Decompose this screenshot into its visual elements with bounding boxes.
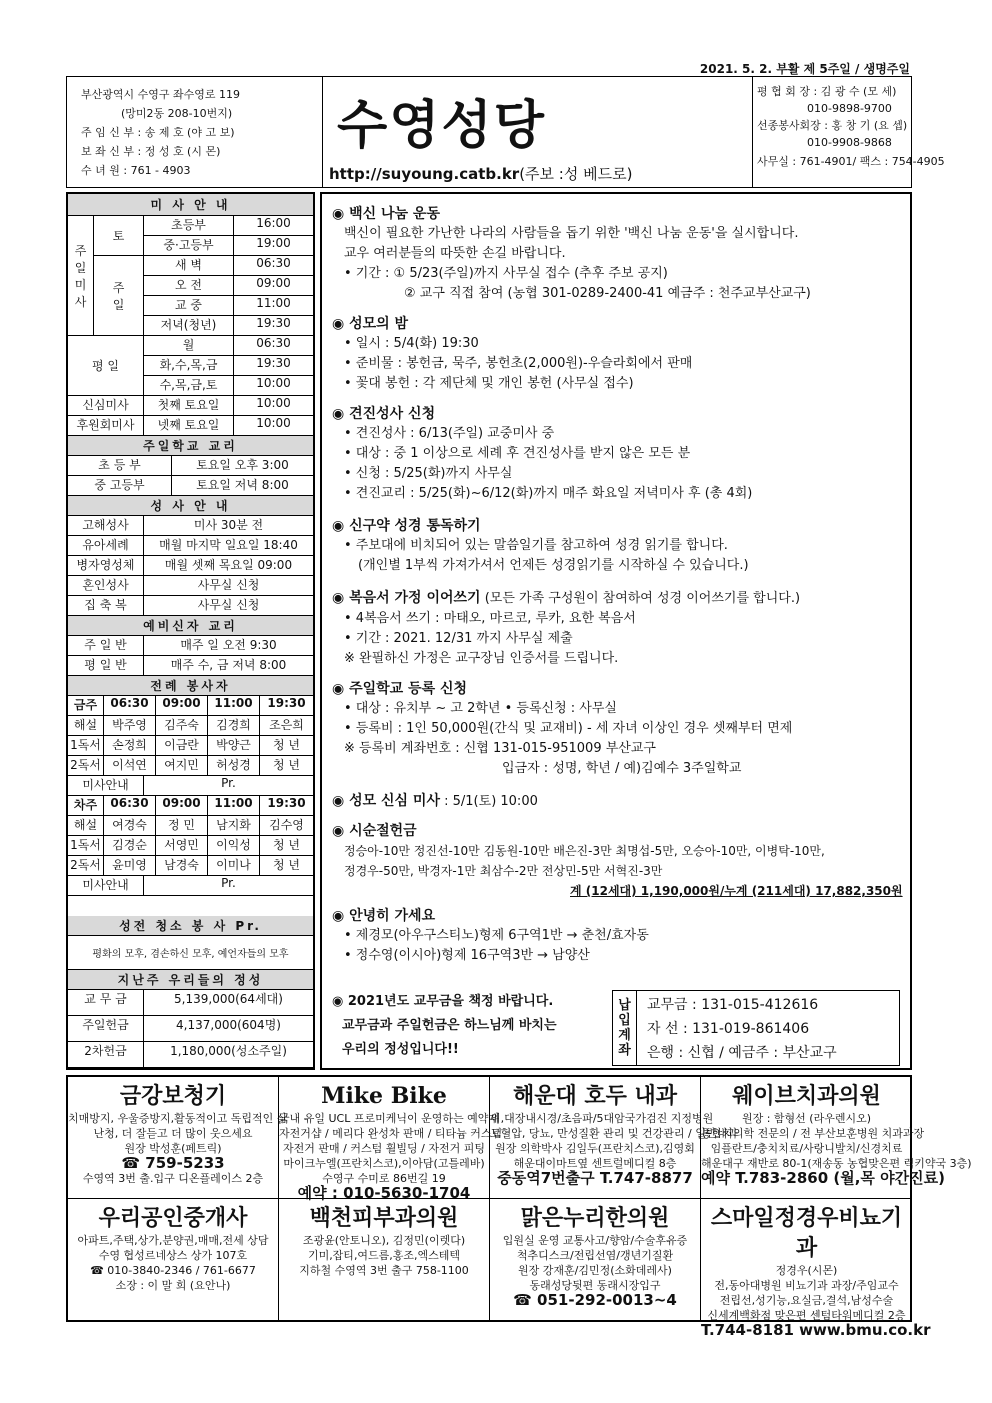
schedule-table — [66, 192, 315, 1070]
notice-tithe — [332, 990, 602, 1062]
ad-card — [701, 1077, 972, 1199]
notice-title: ◉ 성모 신심 미사 — [332, 793, 440, 809]
ad-footer: 지하철 수영역 3번 출구 758-1100 — [299, 1264, 469, 1277]
notice-line: (개인별 1부씩 가져가셔서 언제든 성경읽기를 시작하실 수 있습니다.) — [358, 558, 749, 573]
notice-title: ◉ 주일학교 등록 신청 — [332, 681, 468, 697]
special-mass-row — [68, 416, 313, 436]
offering-row — [68, 990, 313, 1016]
mass-row-cell: 10:00 — [256, 376, 291, 390]
servers-row-cell: 이익성 — [208, 836, 260, 855]
ad-name: 웨이브치과의원 — [732, 1083, 881, 1109]
notice-note: (모든 가족 구성원이 참여하여 성경 이어쓰기를 합니다.) — [484, 591, 801, 606]
account-charity: 자 선 : 131-019-861406 — [647, 1021, 810, 1037]
notice-line: 우리의 정성입니다!! — [342, 1042, 459, 1057]
council-president-tel: 010-9898-9700 — [807, 102, 892, 115]
ad-card — [701, 1199, 931, 1339]
ad-card — [490, 1077, 738, 1199]
servers-row — [68, 716, 313, 736]
notice-confirmation — [332, 404, 907, 504]
servers-header-row-cell: 11:00 — [208, 696, 260, 715]
notice-mary-night — [332, 314, 907, 394]
special-mass-row — [68, 396, 313, 416]
ad-card — [279, 1077, 503, 1202]
notice-line: • 제경모(아우구스티노)형제 6구역1반 → 춘천/효자동 — [344, 928, 649, 943]
payment-account — [612, 990, 900, 1066]
assistant-pastor: 보 좌 신 부 : 정 성 호 (시 몬) — [81, 145, 221, 158]
ad-line: 해운대구 재반로 80-1(재송동 농협맞은편 럭키약국 3층) — [701, 1157, 972, 1170]
servers-row-cell: 허성경 — [208, 756, 260, 775]
ad-line: 원장 강재훈/김민정(소화데레사) — [518, 1264, 672, 1277]
ad-line: 기미,잡티,여드름,홍조,엑스테텍 — [307, 1249, 461, 1262]
ad-line: 척추디스크/전립선염/갱년기질환 — [516, 1249, 674, 1262]
service-president: 선종봉사회장 : 홍 창 기 (요 셉) — [757, 119, 908, 132]
sacrament-row-cell: 혼인성사 — [68, 576, 144, 595]
notice-line: • 대상 : 중 1 이상으로 세례 후 견진성사를 받지 않은 모든 분 — [344, 446, 691, 461]
ad-footer: 소장 : 이 말 희 (요안나) — [115, 1279, 231, 1292]
council-president: 평 협 회 장 : 김 광 수 (모 세) — [757, 85, 897, 98]
ad-card — [68, 1199, 279, 1321]
ad-line: 수영 협성르네상스 상가 107호 — [98, 1249, 248, 1262]
sacrament-title: 성 사 안 내 — [68, 496, 313, 516]
ad-line: 아파트,주택,상가,분양권,매매,전세 상담 — [77, 1234, 269, 1247]
school-row — [68, 456, 313, 476]
servers-row — [68, 816, 313, 836]
servers-row-cell: 김경희 — [208, 716, 260, 735]
servers-row-cell: 정 민 — [156, 816, 208, 835]
account-tithe: 교무금 : 131-015-412616 — [647, 997, 819, 1013]
servers-header-row-cell: 11:00 — [208, 796, 260, 815]
ad-line: 해운대이마트옆 센트럴메디컬 8층 — [513, 1157, 677, 1170]
notice-line: ※ 완필하신 가정은 교구장님 인증서를 드립니다. — [344, 651, 619, 666]
catechumen-row-cell: 매주 수, 금 저녁 8:00 — [170, 658, 287, 672]
offering-row — [68, 1016, 313, 1042]
ad-name: 맑은누리한의원 — [520, 1205, 670, 1231]
notice-vaccine — [332, 204, 907, 304]
notice-line: • 견진교리 : 5/25(화)~6/12(화)까지 매주 화요일 저녁미사 후 (총 4회) — [344, 486, 753, 501]
servers-row-cell: 손정희 — [104, 736, 156, 755]
ad-phone: 예약 T.783-2860 (월,목 야간진료) — [701, 1169, 945, 1187]
ad-line: 자전거 판매 / 커스텀 휠빌딩 / 자전거 피팅 — [283, 1142, 485, 1155]
notice-line: • 4복음서 쓰기 : 마태오, 마르코, 루카, 요한 복음서 — [344, 611, 636, 626]
convent: 수 녀 원 : 761 - 4903 — [81, 164, 191, 177]
ad-line: 신세계백화점 맞은편 센텀타워메디컬 2층 — [707, 1309, 906, 1322]
notice-line: • 준비물 : 봉헌금, 묵주, 봉헌초(2,000원)-우슬라회에서 판매 — [344, 356, 693, 371]
ad-card — [68, 1077, 288, 1199]
mass-row-cell: 저녁(청년) — [144, 316, 234, 335]
notice-line: 교무금과 주일헌금은 하느님께 바치는 — [342, 1018, 557, 1033]
sacrament-row — [68, 556, 313, 576]
ad-name: 우리공인중개사 — [98, 1205, 248, 1231]
school-row — [68, 476, 313, 496]
servers-row-cell: 1독서 — [68, 836, 104, 855]
notice-line: 정경우-50만, 박경자-1만 최삼수-2만 전상민-5만 서혁진-3만 — [344, 864, 663, 878]
mass-row-cell: 11:00 — [256, 296, 291, 310]
servers-header-row-cell: 09:00 — [156, 696, 208, 715]
servers-header-row — [68, 796, 313, 816]
notices — [320, 192, 912, 1070]
ad-name: 금강보청기 — [119, 1083, 227, 1109]
usher-row-cell: Pr. — [221, 876, 236, 890]
servers-row-cell: 여지민 — [156, 756, 208, 775]
ad-line: 자전거샵 / 메리다 완성차 판매 / 티타늄 커스텀 — [279, 1127, 503, 1140]
mass-row-cell: 화,수,목,금 — [144, 356, 234, 375]
advertisements — [66, 1075, 972, 1339]
parish-logo: 수영성당 — [337, 95, 546, 156]
servers-row-cell: 서영민 — [156, 836, 208, 855]
offering-row-cell: 1,180,000(성소주일) — [170, 1044, 287, 1058]
notice-title: ◉ 안녕히 가세요 — [332, 908, 436, 924]
sacrament-row-cell: 유아세례 — [68, 536, 144, 555]
ad-line: 전립선,성기능,요실금,결석,남성수술 — [719, 1294, 894, 1307]
mass-row-cell: 중·고등부 — [144, 236, 234, 255]
ad-name: 스마일정경우비뇨기과 — [710, 1205, 903, 1261]
lent-total: 계 (12세대) 1,190,000원/누계 (211세대) 17,882,350원 — [570, 884, 903, 898]
servers-header-row-cell: 19:30 — [267, 796, 306, 810]
notice-line: ◉ 2021년도 교무금을 책정 바랍니다. — [332, 994, 554, 1009]
notice-title: ◉ 견진성사 신청 — [332, 406, 436, 422]
notice-bible — [332, 516, 907, 576]
mass-row-cell: 새 벽 — [144, 256, 234, 275]
sacrament-row — [68, 516, 313, 536]
offering-row-cell: 2차헌금 — [68, 1042, 144, 1067]
mass-row-cell: 19:30 — [256, 356, 291, 370]
catechumen-row-cell: 주 일 반 — [68, 636, 144, 655]
notice-school — [332, 679, 907, 779]
mass-row-cell: 16:00 — [256, 216, 291, 230]
masthead — [66, 76, 945, 188]
notice-mary-mass — [332, 791, 907, 812]
servers-header-row-cell: 19:30 — [267, 696, 306, 710]
notice-line: ※ 등록비 계좌번호 : 신협 131-015-951009 부산교구 — [344, 741, 656, 756]
address-sub: (망미2동 208-10번지) — [121, 107, 233, 120]
usher-row — [68, 776, 313, 796]
servers-row-cell: 박양근 — [208, 736, 260, 755]
mass-row-cell: 19:00 — [256, 236, 291, 250]
ad-phone: ☎ 759-5233 — [121, 1154, 225, 1172]
notice-lent — [332, 821, 907, 901]
sun-label: 주 일 — [94, 256, 144, 336]
mass-row-cell: 수,목,금,토 — [144, 376, 234, 395]
notice-line: • 신청 : 5/25(화)까지 사무실 — [344, 466, 513, 481]
offering-row-cell: 5,139,000(64세대) — [174, 992, 283, 1006]
usher-row-cell: Pr. — [221, 776, 236, 790]
notice-line: • 기간 : 2021. 12/31 까지 사무실 제출 — [344, 631, 573, 646]
ad-phone: 중동역7번출구 T.747-8877 — [497, 1169, 693, 1187]
sacrament-row-cell: 사무실 신청 — [197, 598, 260, 612]
cleaning-title: 성전 청소 봉 사 Pr. — [68, 916, 313, 936]
servers-row — [68, 856, 313, 876]
servers-header-row-cell: 차주 — [68, 796, 104, 815]
logo-block — [323, 77, 753, 187]
school-row-cell: 토요일 저녁 8:00 — [196, 478, 289, 492]
notice-title: ◉ 복음서 가정 이어쓰기 — [332, 590, 481, 606]
service-president-tel: 010-9908-9868 — [807, 136, 892, 149]
servers-header-row-cell: 09:00 — [156, 796, 208, 815]
servers-title: 전례 봉사자 — [68, 676, 313, 696]
ad-line: 고혈압, 당뇨, 만성질환 관리 및 건강관리 / 일반내과 — [490, 1127, 738, 1140]
school-title: 주일학교 교리 — [68, 436, 313, 456]
notice-line: 백신이 필요한 가난한 나라의 사람들을 돕기 위한 '백신 나눔 운동'을 실시합니다. — [344, 226, 799, 241]
sunday-mass-label: 주 일 미 사 — [68, 216, 94, 336]
special-mass-row-cell: 첫째 토요일 — [144, 396, 234, 415]
servers-row-cell: 해설 — [68, 816, 104, 835]
ad-line: 입원실 운영 교통사고/향암/수술후유증 — [502, 1234, 688, 1247]
notice-line: 입금자 : 성명, 학년 / 예)김예수 3주일학교 — [502, 761, 742, 776]
servers-row-cell: 청 년 — [273, 738, 300, 752]
account-bank: 은행 : 신협 / 예금주 : 부산교구 — [647, 1045, 837, 1061]
address: 부산광역시 수영구 좌수영로 119 — [81, 88, 240, 101]
notice-title: ◉ 성모의 밤 — [332, 316, 409, 332]
mass-row — [144, 356, 313, 376]
sacrament-row-cell: 고해성사 — [68, 516, 144, 535]
servers-row-cell: 조은희 — [269, 718, 304, 732]
ad-line: 원장 의학박사 김일두(프란치스코),김영회 — [495, 1142, 695, 1155]
notice-farewell — [332, 906, 907, 966]
mass-row-cell: 06:30 — [256, 336, 291, 350]
notice-note: : 5/1(토) 10:00 — [444, 794, 538, 809]
notice-gospel — [332, 588, 907, 669]
mass-row-cell: 월 — [144, 336, 234, 355]
office-phone: 사무실 : 761-4901/ 팩스 : 754-4905 — [757, 155, 945, 168]
mass-row — [144, 216, 313, 236]
notice-line: • 등록비 : 1인 50,000원(간식 및 교재비) - 세 자녀 이상인 경우 셋째부터 면제 — [344, 721, 793, 736]
ad-line: 원장 박성훈(페트릭) — [124, 1142, 222, 1155]
offering-row-cell: 교 무 금 — [68, 990, 144, 1015]
mass-row — [144, 236, 313, 256]
servers-row-cell: 여경숙 — [104, 816, 156, 835]
usher-row — [68, 876, 313, 896]
offering-title: 지난주 우리들의 정성 — [68, 970, 313, 990]
issue-date: 2021. 5. 2. 부활 제 5주일 / 생명주일 — [699, 62, 910, 76]
sacrament-row — [68, 596, 313, 616]
special-mass-row-cell: 10:00 — [256, 416, 291, 430]
servers-row — [68, 756, 313, 776]
servers-row — [68, 736, 313, 756]
servers-row-cell: 2독서 — [68, 756, 104, 775]
parish-info — [67, 77, 323, 187]
school-row-cell: 초 등 부 — [68, 456, 172, 475]
mass-row-cell: 06:30 — [256, 256, 291, 270]
servers-row-cell: 해설 — [68, 716, 104, 735]
mass-row — [144, 296, 313, 316]
servers-row-cell: 김경순 — [104, 836, 156, 855]
servers-header-row-cell: 06:30 — [104, 696, 156, 715]
offering-row — [68, 1042, 313, 1068]
notice-line: • 대상 : 유치부 ~ 고 2학년 • 등록신청 : 사무실 — [344, 701, 617, 716]
ad-footer: 수영역 3번 출.입구 디온플레이스 2층 — [82, 1172, 264, 1185]
notice-line: • 기간 : ① 5/23(주일)까지 사무실 접수 (추후 주보 공지) — [344, 266, 668, 281]
ad-name: Mike Bike — [321, 1083, 447, 1109]
payment-label: 납입계좌 — [613, 991, 637, 1065]
pastor: 주 임 신 부 : 송 제 호 (야 고 보) — [81, 126, 235, 139]
ad-line: ☎ 010-3840-2346 / 761-6677 — [90, 1264, 256, 1277]
sacrament-row — [68, 576, 313, 596]
catechumen-row — [68, 656, 313, 676]
notice-line: • 꽃대 봉헌 : 각 제단체 및 개인 봉헌 (사무실 접수) — [344, 376, 634, 391]
ad-line: 전,동아대병원 비뇨기과 과장/주임교수 — [714, 1279, 899, 1292]
notice-line: ② 교구 직접 참여 (농협 301-0289-2400-41 예금주 : 천주교부산교구) — [404, 286, 811, 301]
special-mass-row-cell: 신심미사 — [68, 396, 144, 415]
servers-row-cell: 청 년 — [273, 758, 300, 772]
ad-name: 해운대 호두 내과 — [512, 1083, 678, 1109]
sacrament-row-cell: 집 축 복 — [68, 596, 144, 615]
ad-line: 마이크누엘(프란치스코),이아담(고틀레바) — [283, 1157, 485, 1170]
servers-row-cell: 청 년 — [273, 858, 300, 872]
mass-row — [144, 276, 313, 296]
mass-row-cell: 오 전 — [144, 276, 234, 295]
contacts — [753, 77, 945, 187]
sat-label: 토 — [94, 216, 144, 256]
mass-row-cell: 초등부 — [144, 216, 234, 235]
ad-line: 국내 유일 UCL 프로미케닉이 운영하는 예약제 — [279, 1112, 499, 1125]
ad-card — [279, 1199, 490, 1321]
special-mass-row-cell: 10:00 — [256, 396, 291, 410]
catechumen-row — [68, 636, 313, 656]
ad-line: 치매방지, 우울증방지,활동적이고 독립적인 삶 — [68, 1112, 288, 1125]
mass-row-cell: 19:30 — [256, 316, 291, 330]
ad-name: 백천피부과의원 — [309, 1205, 459, 1231]
ad-line: 조광윤(안토니오), 김정민(이렛다) — [302, 1234, 466, 1247]
mass-row-cell: 교 중 — [144, 296, 234, 315]
notice-line: • 일시 : 5/4(화) 19:30 — [344, 336, 479, 351]
mass-row-cell: 09:00 — [256, 276, 291, 290]
ad-line: 난청, 더 잘듣고 더 많이 웃으세요 — [93, 1127, 253, 1140]
mass-row — [144, 316, 313, 336]
servers-row-cell: 윤미영 — [104, 856, 156, 875]
servers-header-row-cell: 금주 — [68, 696, 104, 715]
mass-row — [144, 256, 313, 276]
catechumen-row-cell: 매주 일 오전 9:30 — [180, 638, 277, 652]
servers-header-row — [68, 696, 313, 716]
ad-line: 정경우(시몬) — [775, 1264, 838, 1277]
offering-row-cell: 주일헌금 — [68, 1016, 144, 1041]
notice-line: • 견진성사 : 6/13(주일) 교중미사 중 — [344, 426, 555, 441]
cleaning-groups: 평화의 모후, 겸손하신 모후, 예언자들의 모후 — [68, 936, 313, 970]
servers-row-cell: 남경숙 — [156, 856, 208, 875]
notice-line: 교우 여러분들의 따뜻한 손길 바랍니다. — [344, 246, 566, 261]
special-mass-row-cell: 후원회미사 — [68, 416, 144, 435]
servers-row-cell: 김주숙 — [156, 716, 208, 735]
servers-row-cell: 김수영 — [269, 818, 304, 832]
mass-row — [144, 376, 313, 396]
ad-phone: 예약 : 010-5630-1704 — [297, 1184, 471, 1202]
usher-row-cell: 미사안내 — [68, 876, 144, 895]
ad-line: 통합치의학 전문의 / 전 부산보훈병원 치과과장 — [701, 1127, 925, 1140]
notice-title: ◉ 신구약 성경 통독하기 — [332, 518, 481, 534]
servers-row-cell: 남지화 — [208, 816, 260, 835]
school-row-cell: 중 고등부 — [68, 476, 172, 495]
servers-row — [68, 836, 313, 856]
servers-row-cell: 2독서 — [68, 856, 104, 875]
sacrament-row-cell: 매월 마지막 일요일 18:40 — [159, 538, 298, 552]
special-mass-row-cell: 넷째 토요일 — [144, 416, 234, 435]
usher-row-cell: 미사안내 — [68, 776, 144, 795]
ad-line: 위,대장내시경/초음파/5대암국가검진 지정병원 — [490, 1112, 714, 1125]
servers-row-cell: 이미나 — [208, 856, 260, 875]
notice-line: • 주보대에 비치되어 있는 말씀일기를 참고하여 성경 읽기를 합니다. — [344, 538, 728, 553]
ad-phone: ☎ 051-292-0013~4 — [513, 1291, 677, 1309]
ad-line: 원장 : 함형선 (라우렌시오) — [741, 1112, 872, 1125]
servers-header-row-cell: 06:30 — [104, 796, 156, 815]
notice-title: ◉ 시순절헌금 — [332, 823, 417, 839]
ad-line: 임플란트/충치치료/사랑니발치/신경치료 — [710, 1142, 903, 1155]
ad-line: 수영구 수미로 86번길 19 — [322, 1172, 446, 1185]
website[interactable]: http://suyoung.catb.kr(주보 :성 베드로) — [329, 165, 633, 183]
weekday-label: 평 일 — [68, 336, 144, 396]
servers-row-cell: 청 년 — [273, 838, 300, 852]
ad-phone: T.744-8181 www.bmu.co.kr — [701, 1321, 931, 1339]
ad-card — [490, 1199, 701, 1321]
offering-row-cell: 4,137,000(604명) — [176, 1018, 281, 1032]
sacrament-row-cell: 사무실 신청 — [197, 578, 260, 592]
ad-line: 동래성당뒷편 동래시장입구 — [529, 1279, 661, 1292]
notice-title: ◉ 백신 나눔 운동 — [332, 206, 440, 222]
notice-line: 정승아-10만 정진선-10만 김동원-10만 배은진-3만 최명섭-5만, 오승아-10만, 이병탁-10만, — [344, 844, 825, 858]
mass-title: 미 사 안 내 — [68, 194, 313, 216]
school-row-cell: 토요일 오후 3:00 — [196, 458, 289, 472]
sacrament-row-cell: 병자영성체 — [68, 556, 144, 575]
catechumen-row-cell: 평 일 반 — [68, 656, 144, 675]
mass-row — [144, 336, 313, 356]
sacrament-row-cell: 미사 30분 전 — [193, 518, 264, 532]
servers-row-cell: 박주영 — [104, 716, 156, 735]
sacrament-row-cell: 매월 셋째 목요일 09:00 — [164, 558, 293, 572]
servers-row-cell: 1독서 — [68, 736, 104, 755]
servers-row-cell: 이석연 — [104, 756, 156, 775]
servers-row-cell: 이금란 — [156, 736, 208, 755]
notice-line: • 정수영(이시아)형제 16구역3반 → 남양산 — [344, 948, 590, 963]
catechumen-title: 예비신자 교리 — [68, 616, 313, 636]
sacrament-row — [68, 536, 313, 556]
